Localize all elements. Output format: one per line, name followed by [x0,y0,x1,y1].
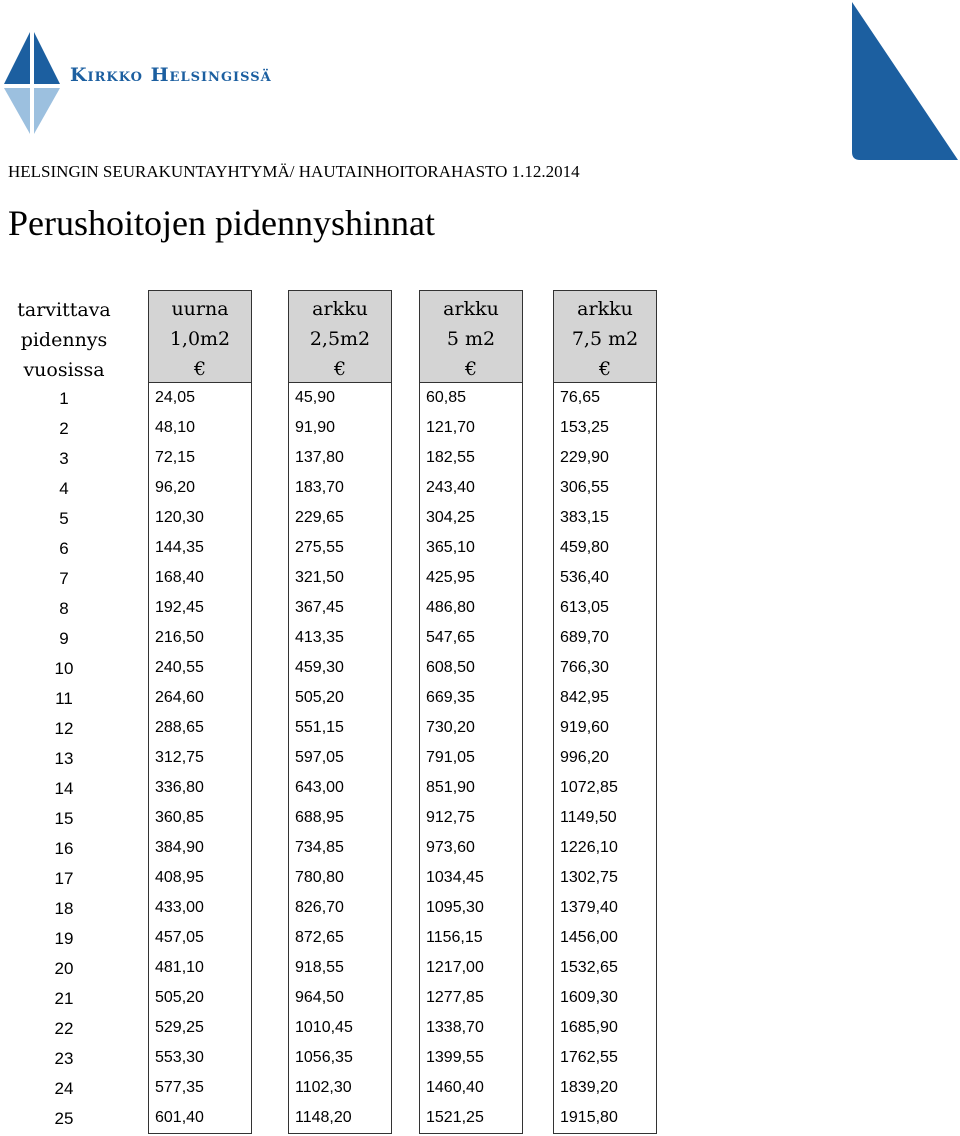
price-cell: 1149,50 [560,809,617,826]
price-cell: 1056,35 [295,1049,353,1066]
price-cell: 1839,20 [560,1079,618,1096]
price-cell: 229,65 [295,509,344,526]
year-label: 20 [54,959,74,978]
price-cell: 275,55 [295,539,344,556]
price-column-header [289,291,391,383]
price-cell: 1010,45 [295,1019,353,1036]
price-cell: 553,30 [155,1049,204,1066]
year-label: 21 [54,989,74,1008]
year-label: 8 [59,599,69,618]
price-cell: 1226,10 [560,839,618,856]
price-cell: 689,70 [560,629,609,646]
price-cell: 264,60 [155,689,204,706]
price-column-urn [148,290,252,1134]
year-label: 16 [54,839,74,858]
price-cell: 996,20 [560,749,609,766]
price-cell: 383,15 [560,509,609,526]
header-line: arkku [312,298,368,320]
price-cell: 851,90 [426,779,475,796]
price-cell: 336,80 [155,779,204,796]
price-cell: 872,65 [295,929,344,946]
year-label: 25 [54,1109,74,1128]
price-cell: 45,90 [295,389,336,406]
price-cell: 183,70 [295,479,344,496]
price-cell: 216,50 [155,629,204,646]
price-cell: 643,00 [295,779,344,796]
price-cell: 505,20 [295,689,344,706]
year-label: 7 [59,569,69,588]
year-label: 10 [54,659,74,678]
year-label: 22 [54,1019,74,1038]
price-cell: 24,05 [155,389,196,406]
header-line: vuosissa [23,359,105,381]
price-cell: 1034,45 [426,869,484,886]
price-cell: 486,80 [426,599,475,616]
price-cell: 384,90 [155,839,204,856]
price-cell: 1072,85 [560,779,618,796]
year-label: 23 [54,1049,74,1068]
price-cell: 413,35 [295,629,344,646]
price-cell: 613,05 [560,599,609,616]
price-cell: 91,90 [295,419,336,436]
price-cell: 96,20 [155,479,196,496]
price-cell: 192,45 [155,599,204,616]
price-cell: 48,10 [155,419,196,436]
year-label: 9 [59,629,69,648]
price-column-coffin-2-5 [288,290,392,1134]
price-cell: 601,40 [155,1109,204,1126]
year-label: 12 [54,719,74,738]
price-cell: 547,65 [426,629,475,646]
price-cell: 459,80 [560,539,609,556]
year-label: 6 [59,539,69,558]
price-cell: 425,95 [426,569,475,586]
price-cell: 306,55 [560,479,609,496]
price-cell: 459,30 [295,659,344,676]
year-label: 1 [59,389,69,408]
price-cell: 529,25 [155,1019,204,1036]
price-column-header [554,291,656,383]
price-cell: 1915,80 [560,1109,618,1126]
organization-line: HELSINGIN SEURAKUNTAYHTYMÄ/ HAUTAINHOITORAHASTO 1.12.2014 [8,162,580,181]
year-label: 2 [59,419,69,438]
price-cell: 1338,70 [426,1019,484,1036]
price-cell: 1521,25 [426,1109,484,1126]
price-cell: 688,95 [295,809,344,826]
header-line: arkku [443,298,499,320]
header-line: 7,5 m2 [571,328,639,350]
header-line: € [464,358,478,380]
year-label: 24 [54,1079,74,1098]
price-cell: 229,90 [560,449,609,466]
price-cell: 144,35 [155,539,204,556]
church-cross-logo-icon [2,32,62,134]
price-cell: 973,60 [426,839,475,856]
price-cell: 577,35 [155,1079,204,1096]
price-cell: 1685,90 [560,1019,618,1036]
price-cell: 1609,30 [560,989,618,1006]
price-cell: 780,80 [295,869,344,886]
price-column-coffin-5 [419,290,523,1134]
price-cell: 1277,85 [426,989,484,1006]
year-label: 15 [54,809,74,828]
price-cell: 766,30 [560,659,609,676]
header-line: € [598,358,612,380]
price-cell: 288,65 [155,719,204,736]
price-cell: 240,55 [155,659,204,676]
price-cell: 120,30 [155,509,204,526]
price-cell: 536,40 [560,569,609,586]
year-label: 17 [54,869,74,888]
price-cell: 1399,55 [426,1049,484,1066]
price-cell: 505,20 [155,989,204,1006]
price-cell: 481,10 [155,959,204,976]
price-column-coffin-7-5 [553,290,657,1134]
price-cell: 243,40 [426,479,475,496]
price-cell: 76,65 [560,389,601,406]
header-line: € [333,358,347,380]
price-cell: 60,85 [426,389,467,406]
header-line: 2,5m2 [309,328,371,350]
price-cell: 365,10 [426,539,475,556]
price-cell: 137,80 [295,449,344,466]
price-column-header [149,291,251,383]
price-cell: 791,05 [426,749,475,766]
price-cell: 182,55 [426,449,475,466]
price-cell: 153,25 [560,419,609,436]
year-label: 3 [59,449,69,468]
price-cell: 551,15 [295,719,344,736]
price-cell: 1460,40 [426,1079,484,1096]
price-cell: 842,95 [560,689,609,706]
header-line: 5 m2 [446,328,496,350]
year-label: 13 [54,749,74,768]
price-cell: 918,55 [295,959,344,976]
year-label: 14 [54,779,74,798]
page-title: Perushoitojen pidennyshinnat [8,203,435,243]
price-cell: 1148,20 [295,1109,352,1126]
header-line: € [193,358,207,380]
price-cell: 1379,40 [560,899,618,916]
year-label: 11 [55,689,73,708]
price-cell: 457,05 [155,929,204,946]
price-cell: 919,60 [560,719,609,736]
price-cell: 360,85 [155,809,204,826]
price-cell: 1532,65 [560,959,618,976]
years-column-header [4,292,124,382]
year-label: 4 [59,479,69,498]
price-cell: 1095,30 [426,899,484,916]
header-line: 1,0m2 [169,328,231,350]
price-cell: 730,20 [426,719,475,736]
price-cell: 1102,30 [295,1079,352,1096]
price-cell: 1156,15 [426,929,483,946]
year-label: 19 [54,929,74,948]
price-column-header [420,291,522,383]
price-cell: 1762,55 [560,1049,618,1066]
header-line: arkku [577,298,633,320]
price-cell: 597,05 [295,749,344,766]
price-cell: 168,40 [155,569,204,586]
price-cell: 1302,75 [560,869,618,886]
price-cell: 608,50 [426,659,475,676]
price-cell: 321,50 [295,569,344,586]
year-label: 18 [54,899,74,918]
price-cell: 433,00 [155,899,204,916]
price-cell: 912,75 [426,809,475,826]
corner-triangle-decoration [848,0,960,166]
price-cell: 408,95 [155,869,204,886]
price-cell: 312,75 [155,749,204,766]
price-cell: 72,15 [155,449,196,466]
price-cell: 669,35 [426,689,475,706]
logo-text: Kirkko Helsingissä [70,64,272,86]
price-cell: 964,50 [295,989,344,1006]
price-cell: 121,70 [426,419,475,436]
price-cell: 1217,00 [426,959,484,976]
years-column [4,292,124,1132]
price-cell: 826,70 [295,899,344,916]
price-cell: 367,45 [295,599,344,616]
price-cell: 1456,00 [560,929,618,946]
header-line: tarvittava [17,299,111,321]
year-label: 5 [59,509,69,528]
header-line: uurna [171,298,229,320]
price-cell: 304,25 [426,509,475,526]
header-line: pidennys [20,329,108,351]
price-cell: 734,85 [295,839,344,856]
